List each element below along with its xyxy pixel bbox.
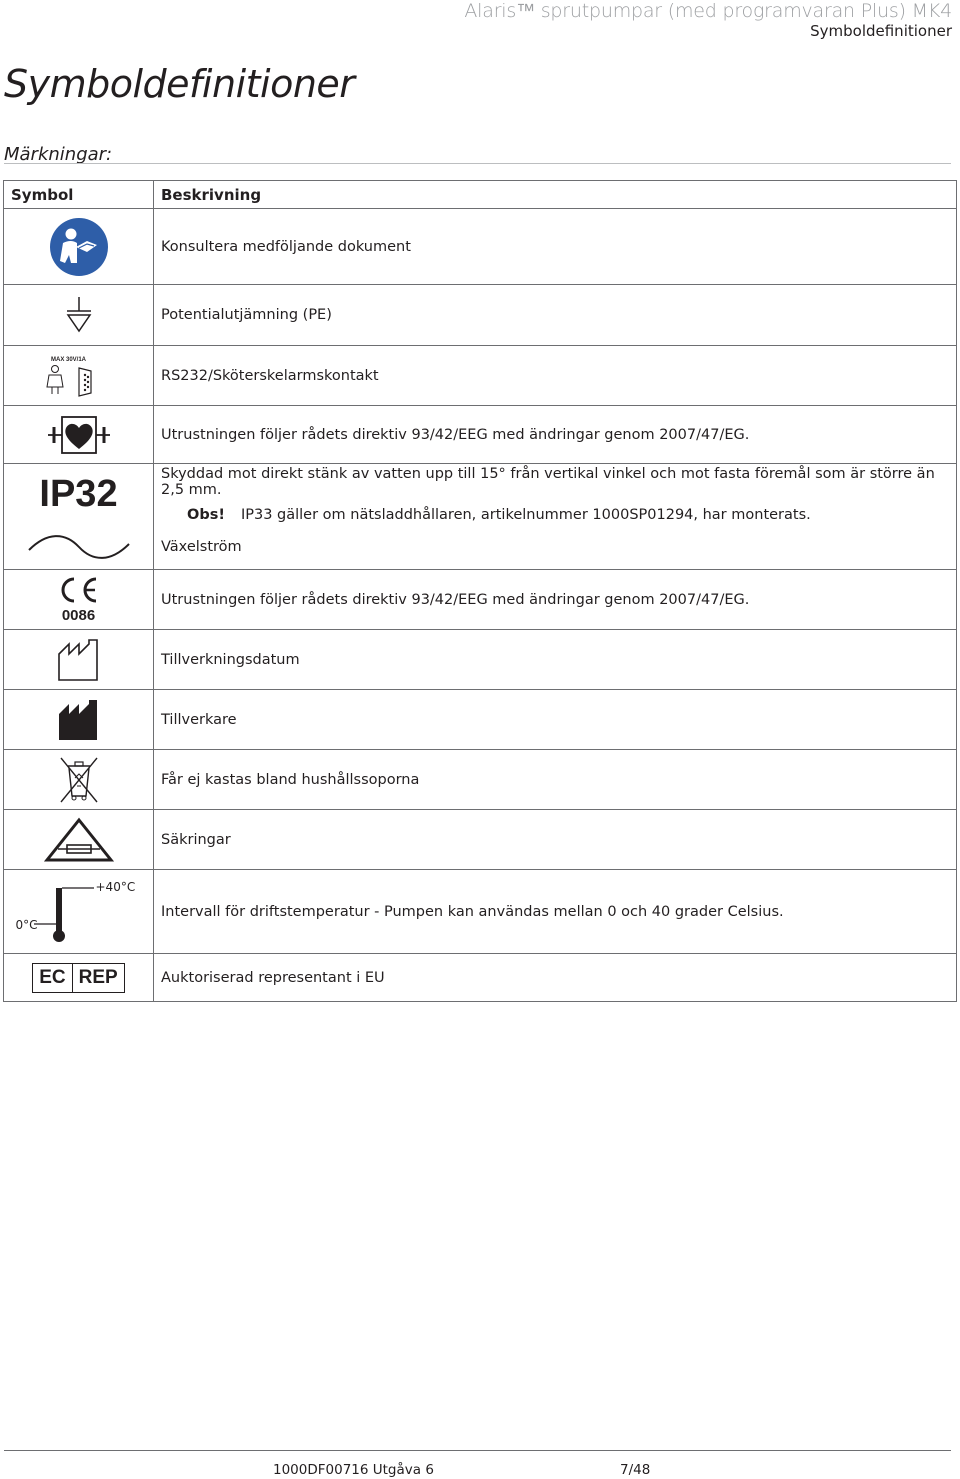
rs232-nurse-call-icon	[4, 346, 154, 406]
header-section-name: Symboldefinitioner	[810, 22, 952, 40]
equipotential-icon	[4, 285, 154, 346]
description-cell: Intervall för driftstemperatur - Pumpen kan användas mellan 0 och 40 grader Celsius.	[154, 870, 957, 954]
description-cell: Tillverkare	[154, 690, 957, 750]
ip-rating-label: IP32	[39, 473, 118, 516]
temperature-limit-icon	[4, 870, 154, 954]
column-header-description: Beskrivning	[154, 181, 957, 209]
page-title: Symboldefinitioner	[4, 62, 355, 106]
section-title: Märkningar:	[4, 144, 113, 165]
manufacturer-icon	[4, 690, 154, 750]
manufacture-date-icon	[4, 630, 154, 690]
description-cell	[154, 464, 957, 526]
rep-label: REP	[78, 966, 118, 988]
table-row	[4, 209, 957, 285]
table-row	[4, 810, 957, 870]
table-row	[4, 750, 957, 810]
table-row	[4, 570, 957, 630]
footer-doc-number: 1000DF00716 Utgåva 6	[273, 1462, 434, 1478]
alternating-current-icon	[4, 526, 154, 570]
footer-page-number: 7/48	[620, 1462, 651, 1478]
note-text: IP33 gäller om nätsladdhållaren, artikelnummer 1000SP01294, har monterats.	[240, 507, 811, 524]
description-cell: Potentialutjämning (PE)	[154, 285, 957, 346]
footer-divider	[4, 1450, 951, 1451]
table-row	[4, 346, 957, 406]
description-cell: Tillverkningsdatum	[154, 630, 957, 690]
description-cell: Konsultera medföljande dokument	[154, 209, 957, 285]
description-cell: Växelström	[154, 526, 957, 570]
rs232-icon-label: MAX 30V/1A	[50, 356, 86, 363]
description-cell: Auktoriserad representant i EU	[154, 954, 957, 1002]
table-row	[4, 285, 957, 346]
section-divider	[4, 163, 951, 164]
ec-rep-icon	[4, 954, 154, 1002]
note-label: Obs!	[187, 507, 225, 524]
ip-description: Skyddad mot direkt stänk av vatten upp till 15° från vertikal vinkel och mot fasta föremål som är större än 2,5 mm.	[161, 466, 935, 499]
temperature-high-label: +40°C	[95, 879, 136, 894]
defibrillation-proof-heart-icon	[4, 406, 154, 464]
description-cell: Får ej kastas bland hushållssoporna	[154, 750, 957, 810]
column-header-symbol: Symbol	[4, 181, 154, 209]
table-row	[4, 464, 957, 526]
ip-rating-icon	[4, 464, 154, 526]
header-product-title: Alaris™ sprutpumpar (med programvaran Plus) MK4	[464, 0, 952, 22]
description-cell: RS232/Sköterskelarmskontakt	[154, 346, 957, 406]
symbol-table	[3, 180, 957, 1002]
table-header-row	[4, 181, 957, 209]
notified-body-number: 0086	[61, 607, 96, 624]
description-cell: Säkringar	[154, 810, 957, 870]
fuse-icon	[4, 810, 154, 870]
table-row	[4, 870, 957, 954]
table-row	[4, 690, 957, 750]
table-row	[4, 406, 957, 464]
consult-documents-icon	[4, 209, 154, 285]
ce-mark-icon	[4, 570, 154, 630]
table-row	[4, 630, 957, 690]
description-cell: Utrustningen följer rådets direktiv 93/42/EEG med ändringar genom 2007/47/EG.	[154, 406, 957, 464]
description-cell: Utrustningen följer rådets direktiv 93/42/EEG med ändringar genom 2007/47/EG.	[154, 570, 957, 630]
table-row	[4, 526, 957, 570]
weee-bin-icon	[4, 750, 154, 810]
temperature-low-label: 0°C	[15, 917, 38, 932]
table-row	[4, 954, 957, 1002]
ec-label: EC	[33, 964, 72, 992]
